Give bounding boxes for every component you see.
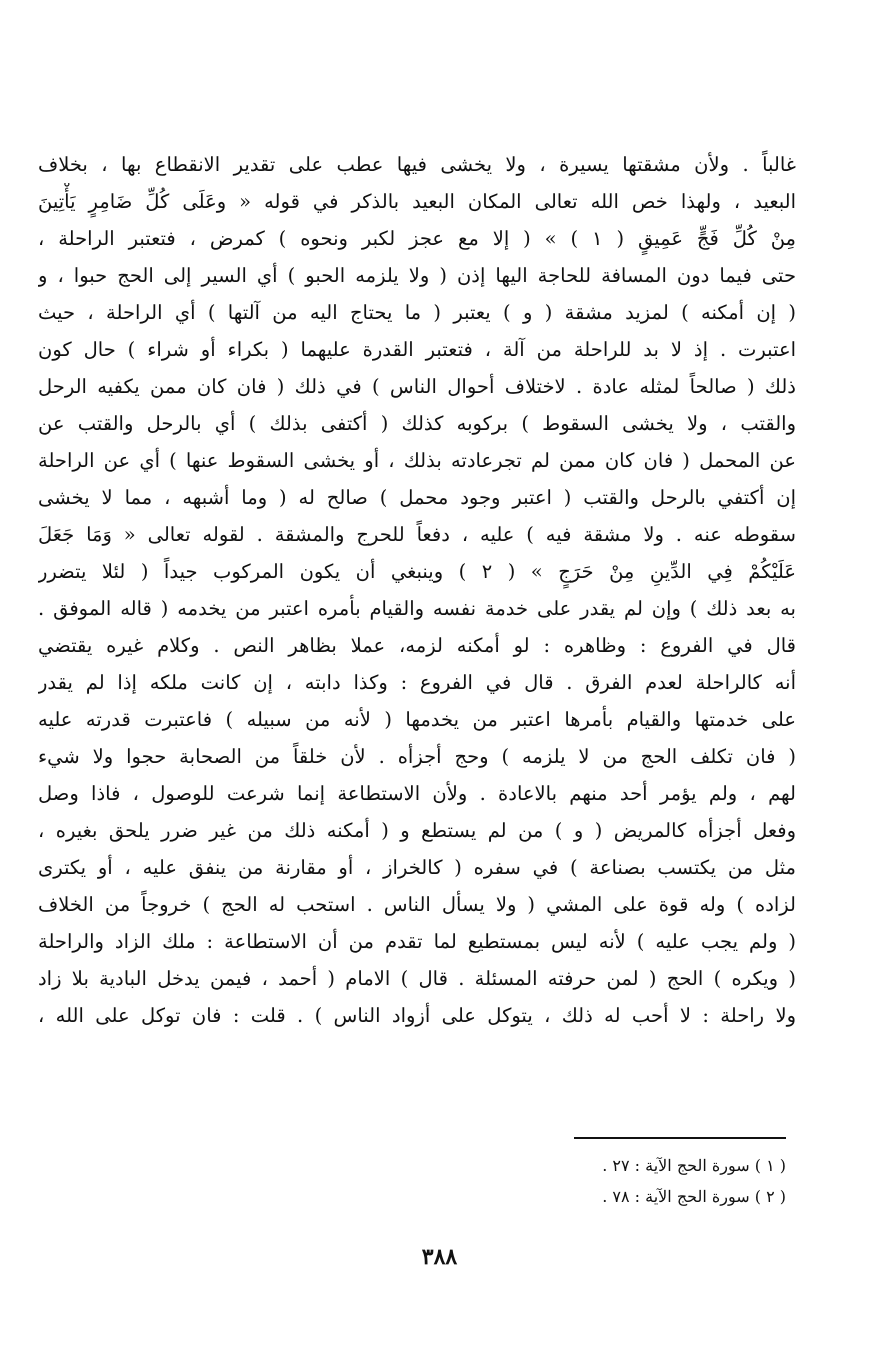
text-line: مِنْ كُلِّ فَجٍّ عَمِيقٍ ( ١ ) » ( إلا مع عجز لكبر ونحوه ) كمرض ، فتعتبر الراحلة ، — [38, 227, 796, 250]
text-line: ( فان تكلف الحج من لا يلزمه ) وحج أجزأه . لأن خلقاً من الصحابة حجوا ولا شيء — [38, 745, 796, 768]
text-line: عَلَيْكُمْ فِي الدِّينِ مِنْ حَرَجٍ » ( ٢ ) وينبغي أن يكون المركوب جيداً ( لئلا يتضرر — [38, 560, 796, 583]
text-line: ( ولم يجب عليه ) لأنه ليس بمستطيع لما تقدم من أن الاستطاعة : ملك الزاد والراحلة — [38, 930, 796, 953]
text-line: إن أكتفي بالرحل والقتب ( اعتبر وجود محمل ) صالح له ( وما أشبهه ، مما لا يخشى — [38, 486, 796, 509]
footnote-separator — [574, 1137, 786, 1139]
text-line: وفعل أجزأه كالمريض ( و ) من لم يستطع و ( أمكنه ذلك من غير ضرر يلحق بغيره ، — [38, 819, 796, 842]
main-text-block — [38, 146, 796, 1034]
text-line: سقوطه عنه . ولا مشقة فيه ) عليه ، دفعاً للحرج والمشقة . لقوله تعالى « وَمَا جَعَلَ — [38, 523, 796, 546]
page-number: ٣٨٨ — [421, 1244, 458, 1270]
footnote-2: ( ٢ ) سورة الحج الآية : ٧٨ . — [602, 1187, 786, 1206]
footnote-1: ( ١ ) سورة الحج الآية : ٢٧ . — [602, 1156, 786, 1175]
text-line: أنه كالراحلة لعدم الفرق . قال في الفروع : وكذا دابته ، إن كانت ملكه إذا لم يقدر — [38, 671, 796, 694]
text-line: ( إن أمكنه ) لمزيد مشقة ( و ) يعتبر ( ما يحتاج اليه من آلتها ) أي الراحلة ، حيث — [38, 301, 796, 324]
text-line: ولا راحلة : لا أحب له ذلك ، يتوكل على أزواد الناس ) . قلت : فان توكل على الله ، — [38, 1004, 796, 1027]
text-line: غالباً . ولأن مشقتها يسيرة ، ولا يخشى فيها عطب على تقدير الانقطاع بها ، بخلاف — [38, 153, 796, 176]
text-line: على خدمتها والقيام بأمرها اعتبر من يخدمها ( لأنه من سبيله ) فاعتبرت قدرته عليه — [38, 708, 796, 731]
footnotes — [420, 1150, 786, 1212]
text-line: قال في الفروع : وظاهره : لو أمكنه لزمه، عملا بظاهر النص . وكلام غيره يقتضي — [38, 634, 796, 657]
text-line: حتى فيما دون المسافة للحاجة اليها إذن ( ولا يلزمه الحبو ) أي السير إلى الحج حبوا ، و — [38, 264, 796, 287]
text-line: مثل من يكتسب بصناعة ) في سفره ( كالخراز ، أو مقارنة من ينفق عليه ، أو يكترى — [38, 856, 796, 879]
text-line: البعيد ، ولهذا خص الله تعالى المكان البعيد بالذكر في قوله « وعَلَى كُلِّ ضَامِرٍ يَأْتِينَ — [38, 190, 796, 213]
text-line: ذلك ( صالحاً لمثله عادة . لاختلاف أحوال الناس ) في ذلك ( فان كان ممن يكفيه الرحل — [38, 375, 796, 398]
text-line: لزاده ) وله قوة على المشي ( ولا يسأل الناس . استحب له الحج ) خروجاً من الخلاف — [38, 893, 796, 916]
text-line: به بعد ذلك ) وإن لم يقدر على خدمة نفسه والقيام بأمره اعتبر من يخدمه ( قاله الموفق . — [38, 597, 796, 620]
text-line: عن المحمل ( فان كان ممن لم تجرعادته بذلك ، أو يخشى السقوط عنها ) أي عن الراحلة — [38, 449, 796, 472]
text-line: لهم ، ولم يؤمر أحد منهم بالاعادة . ولأن الاستطاعة إنما شرعت للوصول ، فاذا وصل — [38, 782, 796, 805]
text-line: والقتب ، ولا يخشى السقوط ) بركوبه كذلك ( أكتفى بذلك ) أي بالرحل والقتب عن — [38, 412, 796, 435]
text-line: ( ويكره ) الحج ( لمن حرفته المسئلة . قال ) الامام ( أحمد ، فيمن يدخل البادية بلا زاد — [38, 967, 796, 990]
text-line: اعتبرت . إذ لا بد للراحلة من آلة ، فتعتبر القدرة عليهما ( بكراء أو شراء ) حال كون — [38, 338, 796, 361]
